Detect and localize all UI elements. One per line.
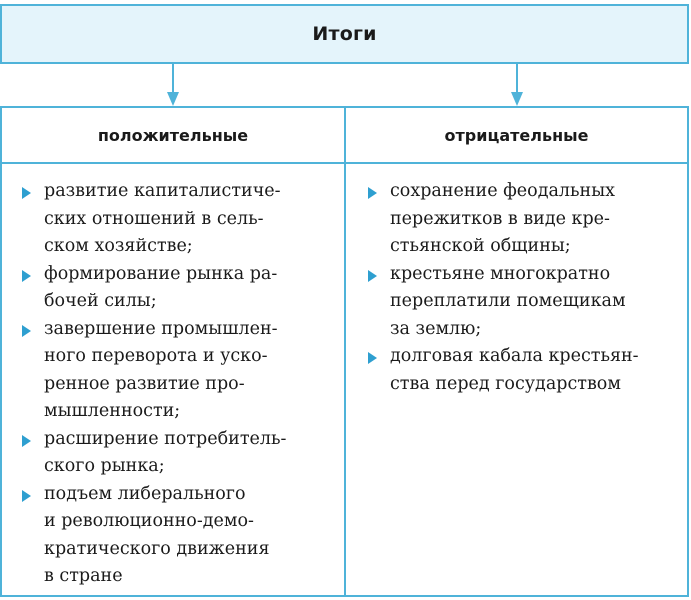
arrow-down-left-icon [166,62,180,106]
list-item-line: и революционно-демо- [44,511,254,531]
column-divider [344,106,346,597]
negative-list [366,178,676,398]
list-item [366,178,676,261]
list-item [20,178,330,261]
list-item-line: ного переворота и уско- [44,346,268,366]
list-item-line: бочей силы; [44,291,157,311]
positive-header-cell [2,108,344,162]
list-item-line: стьянской общины; [390,236,571,256]
triangle-bullet-icon [368,352,377,364]
triangle-bullet-icon [368,187,377,199]
list-item [366,343,676,398]
list-item [20,261,330,316]
triangle-bullet-icon [368,270,377,282]
list-item-line: завершение промышлен- [44,318,278,339]
list-item-line: мышленности; [44,401,181,421]
triangle-bullet-icon [22,435,31,447]
list-item-line: ства перед государством [390,373,621,394]
triangle-bullet-icon [22,187,31,199]
list-item-line: ском хозяйстве; [44,236,193,256]
title-box [0,4,689,64]
list-item-line: переплатили помещикам [390,291,626,311]
triangle-bullet-icon [22,325,31,337]
list-item-line: кратического движения [44,538,270,559]
triangle-bullet-icon [22,490,31,502]
title: Итоги [312,23,377,45]
list-item [20,481,330,591]
list-item-line: формирование рынка ра- [44,263,278,284]
list-item-line: в стране [44,566,123,586]
negative-header: отрицательные [444,125,589,145]
arrow-down-right-icon [510,62,524,106]
triangle-bullet-icon [22,270,31,282]
list-item-line: ского рынка; [44,456,165,476]
negative-header-cell [346,108,687,162]
list-item-line: ренное развитие про- [44,373,245,394]
list-item-line: подъем либерального [44,483,246,504]
list-item-line: за землю; [390,318,482,339]
list-item-line: развитие капиталистиче- [44,181,281,201]
list-item-line: крестьяне многократно [390,263,611,284]
list-item-line: долговая кабала крестьян- [390,346,639,366]
list-item-line: расширение потребитель- [44,428,287,449]
list-item-line: пережитков в виде кре- [390,208,610,229]
list-item-line: ских отношений в сель- [44,208,264,229]
positive-list [20,178,330,591]
positive-header: положительные [97,125,249,145]
list-item-line: сохранение феодальных [390,181,616,201]
list-item [366,261,676,344]
header-divider [2,162,687,164]
list-item [20,316,330,426]
list-item [20,426,330,481]
